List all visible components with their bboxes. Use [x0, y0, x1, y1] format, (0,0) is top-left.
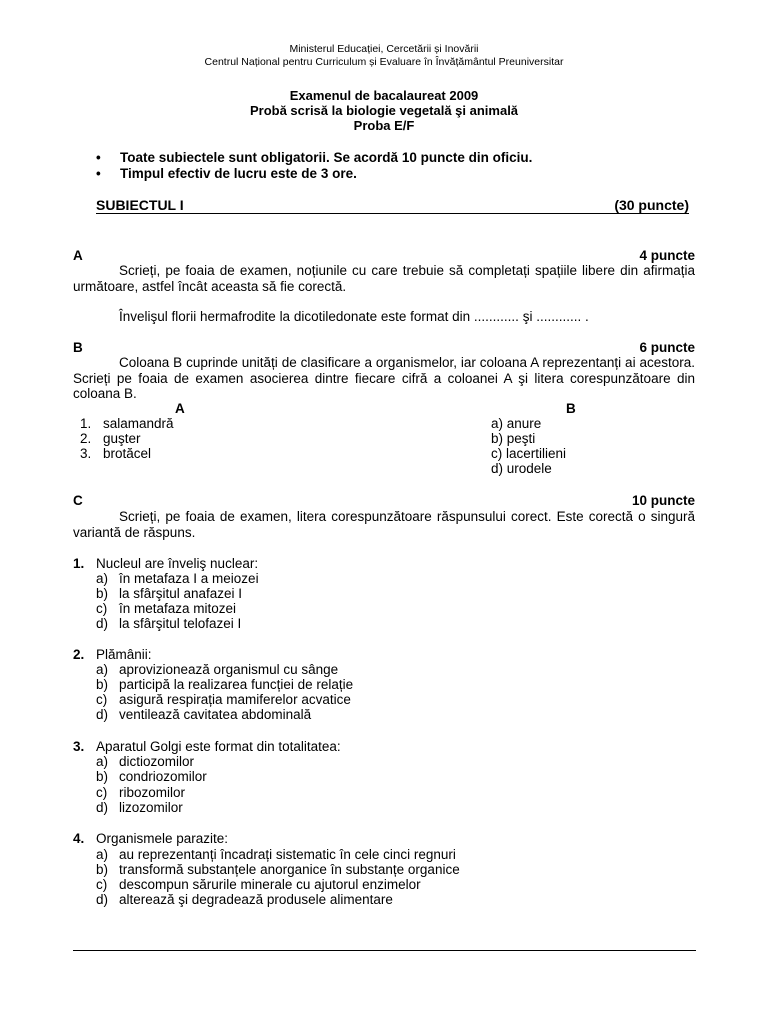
- question-text: Aparatul Golgi este format din totalitatea:: [96, 739, 341, 754]
- footer-divider: [73, 950, 696, 951]
- rule-item: Timpul efectiv de lucru este de 3 ore.: [120, 166, 357, 181]
- option-letter: c): [96, 877, 108, 892]
- column-b-item: c) lacertilieni: [491, 446, 567, 461]
- option-text: dictiozomilor: [119, 754, 195, 769]
- column-a-item: guşter: [103, 431, 141, 446]
- column-a-number: 3.: [80, 446, 92, 461]
- column-a-number: 2.: [80, 431, 92, 446]
- option-text: au reprezentanți încadrați sistematic în cele cinci regnuri: [119, 847, 456, 862]
- option-text: ribozomilor: [119, 785, 186, 800]
- section-letter: C: [73, 493, 83, 508]
- subject-heading: [96, 197, 689, 214]
- column-a-header: A: [175, 401, 185, 416]
- option-text: alterează şi degradează produsele alimentare: [119, 892, 393, 907]
- question-number: 2.: [73, 647, 85, 662]
- option-letter: b): [96, 769, 109, 784]
- option-text: ventilează cavitatea abdominală: [119, 707, 312, 722]
- rule-item: Toate subiectele sunt obligatorii. Se acordă 10 puncte din oficiu.: [120, 150, 533, 165]
- question-text: Plămânii:: [96, 647, 152, 662]
- column-b-item: a) anure: [491, 416, 542, 431]
- exam-proba: Proba E/F: [353, 118, 415, 133]
- bullet-icon: •: [96, 150, 101, 165]
- column-b-header: B: [566, 401, 576, 416]
- option-text: la sfârşitul anafazei I: [119, 586, 243, 601]
- option-letter: d): [96, 800, 109, 815]
- section-c-instruction: Scrieți, pe foaia de examen, litera corespunzătoare răspunsului corect. Este corectă o singură variantă de răspuns.: [73, 509, 695, 540]
- option-letter: a): [96, 662, 109, 677]
- section-letter: A: [73, 248, 83, 263]
- option-letter: d): [96, 707, 109, 722]
- bullet-icon: •: [96, 166, 101, 181]
- column-a-item: salamandră: [103, 416, 174, 431]
- header-ministry: Ministerul Educației, Cercetării și Inovării: [289, 43, 479, 55]
- option-text: aprovizionează organismul cu sânge: [119, 662, 339, 677]
- option-letter: a): [96, 571, 109, 586]
- option-text: transformă substanțele anorganice în substanțe organice: [119, 862, 460, 877]
- option-letter: d): [96, 892, 109, 907]
- subject-points: (30 puncte): [614, 197, 689, 213]
- section-b-instruction: Coloana B cuprinde unități de clasificare a organismelor, iar coloana A reprezentanți ai acestora. Scrieți pe foaia de examen asocierea dintre fiecare cifră a coloanei A şi litera corespunzătoare din coloana B.: [73, 355, 695, 401]
- option-text: descompun sărurile minerale cu ajutorul enzimelor: [119, 877, 421, 892]
- section-points: 6 puncte: [639, 340, 695, 355]
- option-text: la sfârşitul telofazei I: [119, 616, 242, 631]
- section-points: 10 puncte: [631, 493, 695, 508]
- option-letter: c): [96, 601, 108, 616]
- header-center: Centrul Național pentru Curriculum și Evaluare în Învățământul Preuniversitar: [204, 56, 564, 68]
- option-letter: b): [96, 862, 109, 877]
- question-number: 3.: [73, 739, 85, 754]
- section-letter: B: [73, 340, 83, 355]
- option-letter: d): [96, 616, 109, 631]
- column-a-number: 1.: [80, 416, 92, 431]
- option-letter: b): [96, 677, 109, 692]
- option-text: în metafaza mitozei: [119, 601, 237, 616]
- question-number: 1.: [73, 556, 85, 571]
- column-b-item: b) peşti: [491, 431, 536, 446]
- option-text: participă la realizarea funcției de relație: [119, 677, 354, 692]
- subject-label: SUBIECTUL I: [96, 197, 184, 213]
- section-a-statement: Învelişul florii hermafrodite la dicotiledonate este format din ............ şi ............ .: [119, 309, 589, 324]
- option-letter: b): [96, 586, 109, 601]
- option-letter: c): [96, 785, 108, 800]
- question-number: 4.: [73, 831, 85, 846]
- option-letter: a): [96, 847, 109, 862]
- option-text: lizozomilor: [119, 800, 183, 815]
- option-letter: c): [96, 692, 108, 707]
- option-text: în metafaza I a meiozei: [119, 571, 259, 586]
- option-text: condriozomilor: [119, 769, 207, 784]
- option-text: asigură respirația mamiferelor acvatice: [119, 692, 351, 707]
- exam-subtitle: Probă scrisă la biologie vegetală şi animală: [249, 103, 519, 118]
- question-text: Organismele parazite:: [96, 831, 229, 846]
- column-b-item: d) urodele: [491, 461, 552, 476]
- exam-title: Examenul de bacalaureat 2009: [289, 88, 479, 103]
- column-a-item: brotăcel: [103, 446, 152, 461]
- option-letter: a): [96, 754, 109, 769]
- section-points: 4 puncte: [639, 248, 695, 263]
- question-text: Nucleul are înveliş nuclear:: [96, 556, 259, 571]
- section-a-instruction: Scrieți, pe foaia de examen, noțiunile cu care trebuie să completați spațiile libere din afirmația următoare, astfel încât aceasta să fie corectă.: [73, 263, 695, 294]
